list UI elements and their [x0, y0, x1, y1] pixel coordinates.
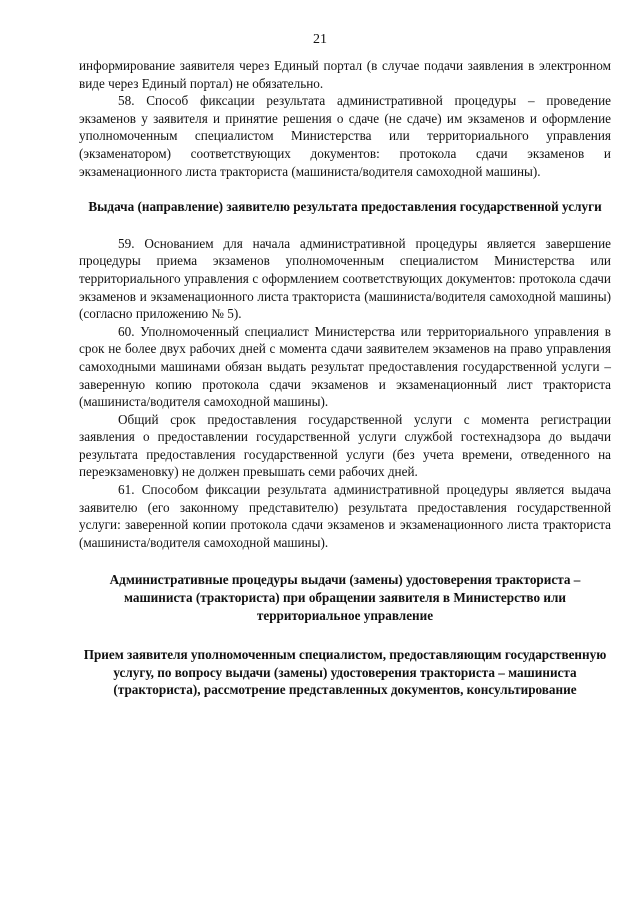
- paragraph-59: 59. Основанием для начала административной процедуры является завершение процедуры приема экзаменов уполномоченным специалистом Министерства или территориального управления с оформлением соответствующих документов: протокола сдачи экзаменов и экзаменационного листа тракториста (машиниста/водителя самоходной машины) (согласно приложению № 5).: [79, 235, 611, 322]
- paragraph-60: 60. Уполномоченный специалист Министерства или территориального управления в срок не более двух рабочих дней с момента сдачи заявителем экзаменов на право управления самоходными машинами обязан выдать результат предоставления государственной услуги – заверенную копию протокола сдачи экзаменов и экзаменационный лист тракториста (машиниста/водителя самоходной машины).: [79, 323, 611, 410]
- page-number: 21: [313, 32, 327, 47]
- spacer: [79, 624, 611, 646]
- spacer: [79, 551, 611, 571]
- spacer: [79, 216, 611, 235]
- section-heading-admin-procedures: Административные процедуры выдачи (замены) удостоверения тракториста – машиниста (тракториста) при обращении заявителя в Министерство или территориальное управление: [109, 572, 581, 623]
- paragraph-total-term: Общий срок предоставления государственной услуги с момента регистрации заявления о предоставлении государственной услуги службой гостехнадзора до выдачи результата предоставления государственной услуги (без учета времени, отведенного на переэкзаменовку) не должен превышать семи рабочих дней.: [79, 411, 611, 480]
- spacer: [79, 180, 611, 198]
- paragraph-58: 58. Способ фиксации результата административной процедуры – проведение экзаменов у заявителя и принятие решения о сдаче (не сдаче) им экзаменов и оформление уполномоченным специалистом Министерства или территориального управления (экзаменатором) соответствующих документов: протокола сдачи экзаменов и экзаменационного листа тракториста (машиниста/водителя самоходной машины).: [79, 93, 611, 179]
- paragraph-61: 61. Способом фиксации результата административной процедуры является выдача заявителю (его законному представителю) результата предоставления государственной услуги: заверенной копии протокола сдачи экзаменов и экзаменационного листа тракториста (машиниста/водителя самоходной машины).: [79, 482, 611, 550]
- section-heading-reception: Прием заявителя уполномоченным специалистом, предоставляющим государственную услугу, по вопросу выдачи (замены) удостоверения тракториста – машиниста (тракториста), рассмотрение представленных документов, консультирование: [83, 647, 607, 698]
- paragraph-continuation: информирование заявителя через Единый портал (в случае подачи заявления в электронном виде через Единый портал) не обязательно.: [79, 58, 611, 91]
- document-body: [79, 57, 611, 699]
- section-heading-result-issuance: Выдача (направление) заявителю результата предоставления государственной услуги: [88, 199, 602, 215]
